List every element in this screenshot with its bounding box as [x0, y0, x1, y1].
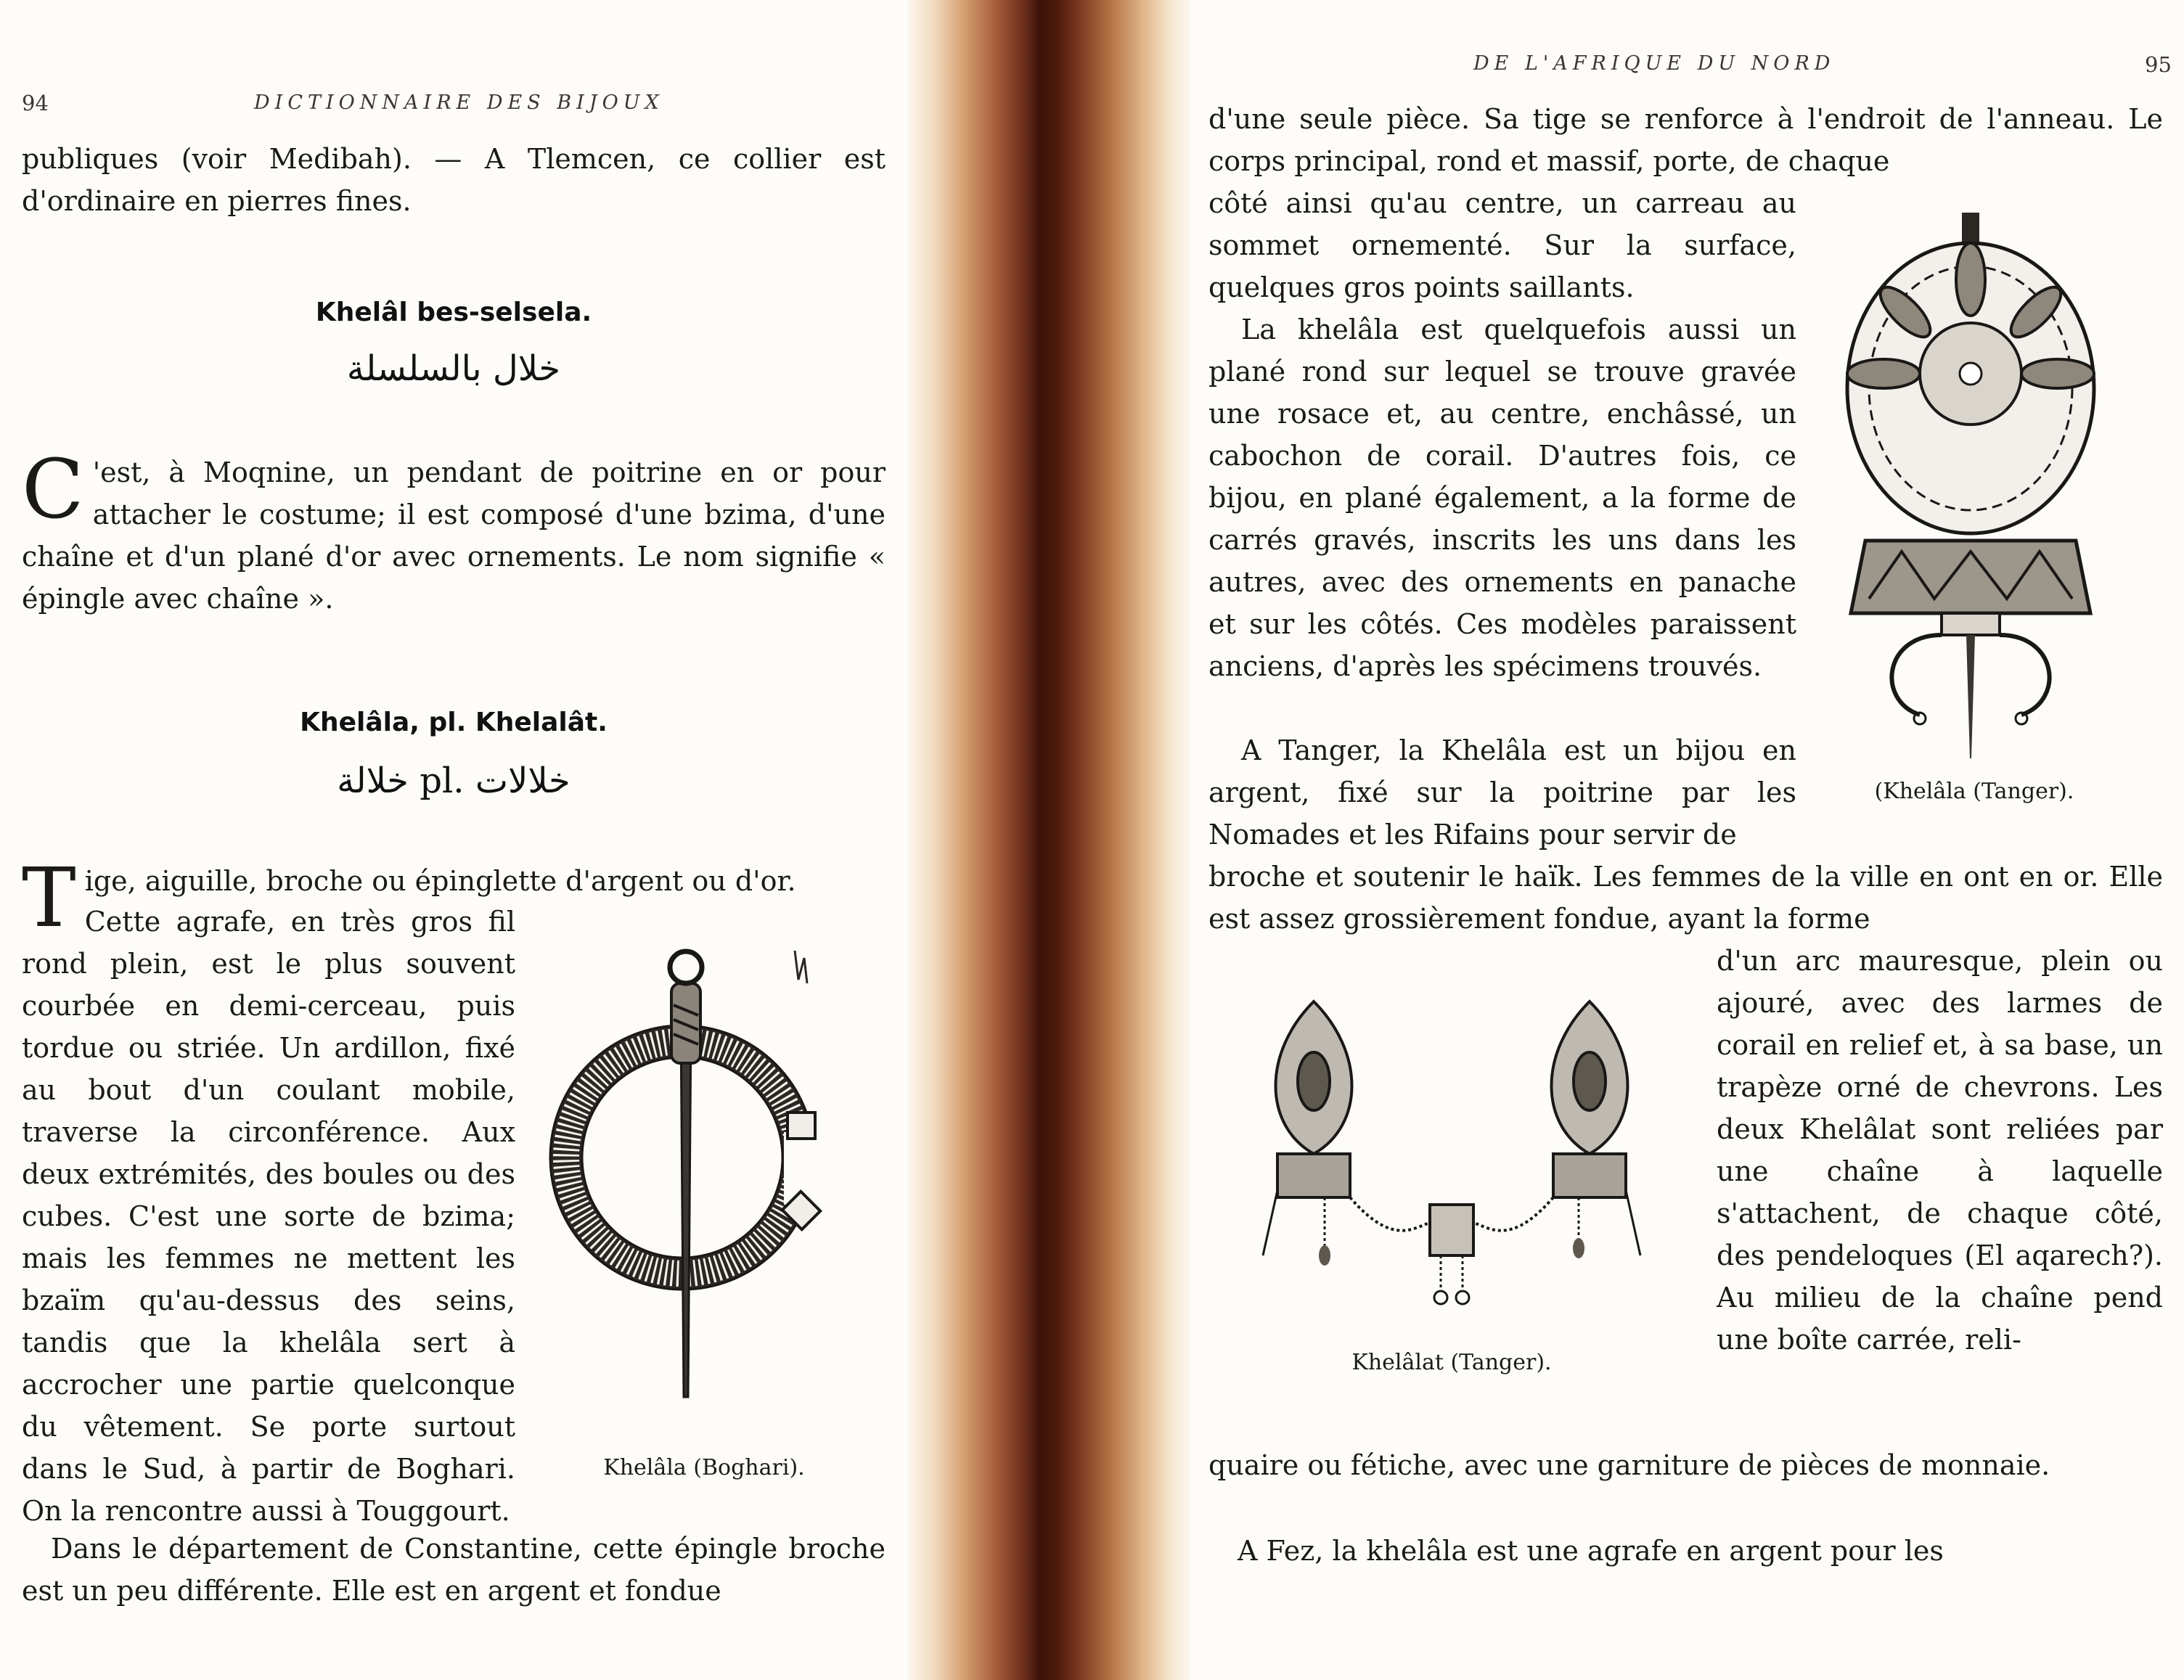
khelala-tanger-illustration — [1811, 207, 2130, 773]
constantine-paragraph: Dans le département de Constantine, cette épingle broche est un peu différente. Elle est en argent et fondue — [22, 1533, 886, 1607]
paragraph-plane-rond: La khelâla est quelquefois aussi un plané rond sur lequel se trouve gravée une rosace et, au centre, enchâssé, un cabochon de corail. D'autres fois, ce bijou, en plané également, a la forme de carrés gravés, inscrits les uns dans les autres, avec des ornements en panache et sur les côtés. Ces modèles paraissent anciens, d'après les spécimens trouvés. — [1208, 314, 1796, 682]
intro-paragraph: publiques (voir Medibah). — A Tlemcen, ce collier est d'ordinaire en pierres fines. — [22, 143, 886, 217]
paragraph-construction-continued: côté ainsi qu'au centre, un carreau au sommet ornementé. Sur la surface, quelques gros points saillants. — [1208, 187, 1796, 303]
entry-heading-khelal-bes-selsela: Khelâl bes-selsela. — [315, 298, 592, 327]
figure-khelalat-tanger — [1234, 987, 1669, 1343]
entry-heading-khelala: Khelâla, pl. Khelalât. — [300, 708, 608, 737]
drop-cap: T — [22, 851, 76, 946]
page-number: 95 — [2145, 52, 2172, 77]
right-page — [1190, 0, 2184, 1680]
paragraph-tanger-continued: broche et soutenir le haïk. Les femmes de la ville en ont en or. Elle est assez grossièrement fondue, ayant la forme — [1208, 861, 2163, 935]
figure-caption: Khelâlat (Tanger). — [1351, 1350, 1552, 1375]
paragraph-fez: A Fez, la khelâla est une agrafe en argent pour les — [1238, 1535, 1944, 1567]
entry-wrapped-text: Cette agrafe, en très gros fil rond plein, est le plus souvent courbée en demi-cerceau, puis tordue ou striée. Un ardillon, fixé au bout d'un coulant mobile, traverse la circonférence. Aux deux extrémités, des boules ou des cubes. C'est une sorte de bzima; mais les femmes ne mettent les bzaïm qu'au-dessus des seins, tandis que la khelâla sert à accrocher une partie quelconque du vêtement. Se porte surtout dans le Sud, à partir de Boghari. On la rencontre aussi à Touggourt. — [22, 906, 515, 1527]
brooch-illustration — [537, 940, 878, 1448]
drop-cap: C — [22, 443, 84, 537]
entry-paragraph-khelal-bes-selsela — [22, 443, 886, 620]
arabic-term-khelal-bes-selsela: خلال بالسلسلة — [346, 348, 561, 389]
left-page — [0, 0, 907, 1680]
entry-text: 'est, à Moqnine, un pendant de poitrine en or pour attacher le costume; il est composé d'une bzima, d'une chaîne et d'un plané d'or avec ornements. Le nom signifie « épingle avec chaîne ». — [22, 456, 886, 615]
paragraph-tanger: A Tanger, la Khelâla est un bijou en argent, fixé sur la poitrine par les Nomades et les Rifains pour servir de — [1208, 734, 1796, 851]
entry-first-line: ige, aiguille, broche ou épinglette d'argent ou d'or. — [84, 865, 796, 897]
paragraph-construction: d'une seule pièce. Sa tige se renforce à l'endroit de l'anneau. Le corps principal, rond et massif, porte, de chaque — [1208, 103, 2163, 177]
figure-khelala-boghari — [537, 940, 878, 1448]
figure-khelala-tanger — [1811, 207, 2130, 773]
arabic-term-khelala: خلالة pl. خلالات — [337, 761, 570, 801]
paragraph-tanger-end: quaire ou fétiche, avec une garniture de pièces de monnaie. — [1208, 1449, 2050, 1481]
page-number: 94 — [22, 91, 49, 115]
figure-caption: (Khelâla (Tanger). — [1874, 779, 2074, 804]
running-head: DE L'AFRIQUE DU NORD — [1473, 52, 1836, 75]
running-head: DICTIONNAIRE DES BIJOUX — [254, 91, 664, 114]
paragraph-tanger-right-column: d'un arc mauresque, plein ou ajouré, avec des larmes de corail en relief et, à sa base, un trapèze orné de chevrons. Les deux Khelâlat sont reliées par une chaîne à laquelle s'attachent, de chaque côté, des pendeloques (El aqarech?). Au milieu de la chaîne pend une boîte carrée, reli- — [1717, 945, 2163, 1356]
khelalat-tanger-illustration — [1234, 987, 1669, 1343]
figure-caption: Khelâla (Boghari). — [603, 1455, 805, 1480]
book-gutter — [907, 0, 1190, 1680]
